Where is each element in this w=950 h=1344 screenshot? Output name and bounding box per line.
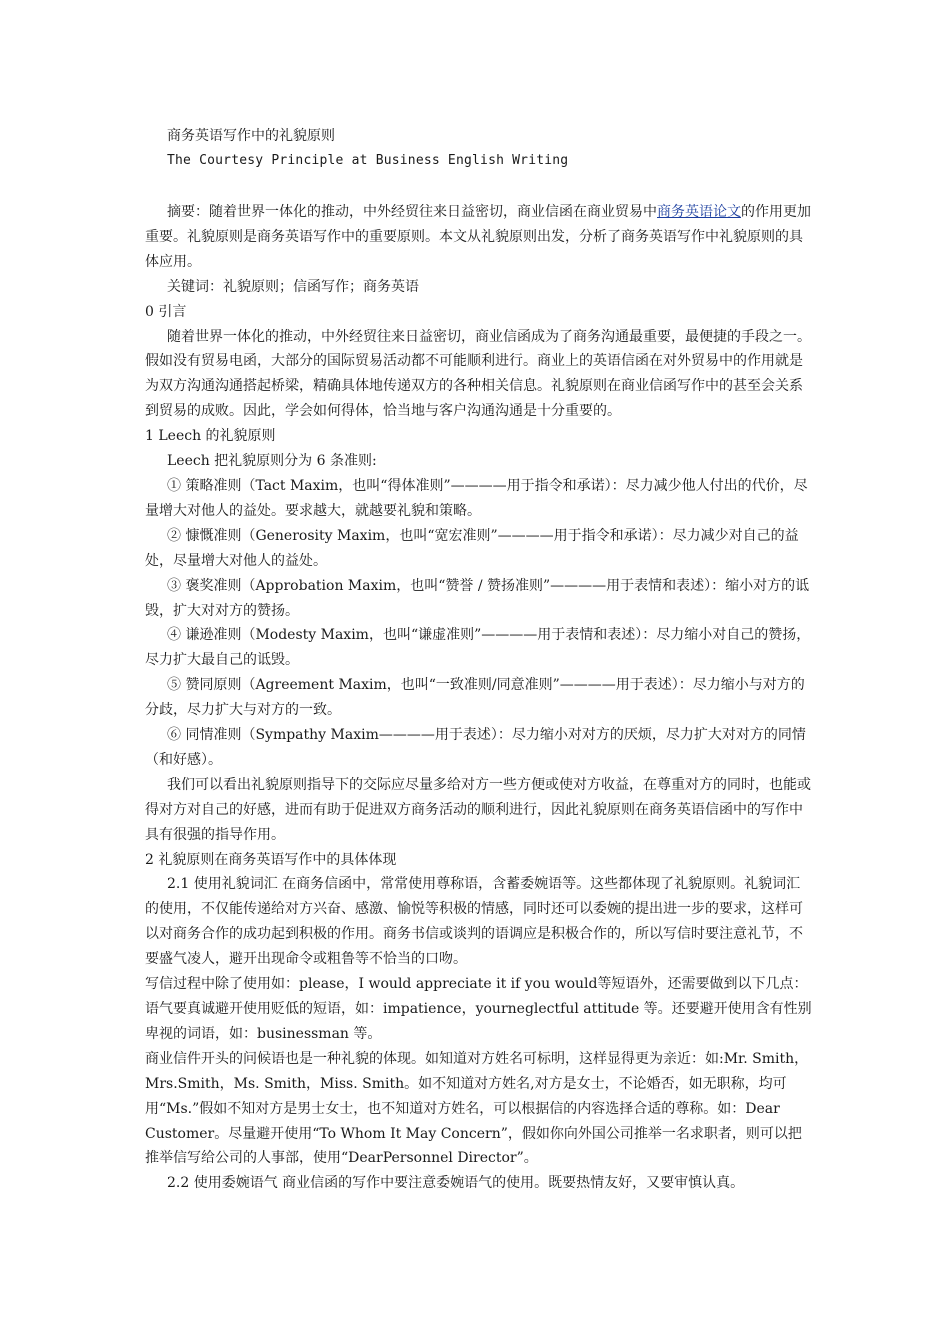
section-heading-1: 1 Leech 的礼貌原则 xyxy=(145,428,276,445)
maxim-agreement: ⑤ 赞同原则（Agreement Maxim，也叫“一致准则/同意准则”————用于表述）：尽力缩小与对方的分歧，尽力扩大与对方的一致。 xyxy=(145,677,805,719)
maxim-generosity: ② 慷慨准则（Generosity Maxim，也叫“宽宏准则”————用于指令和承诺）：尽力减少对自己的益处，尽量增大对他人的益处。 xyxy=(145,527,799,569)
section-heading-2: 2 礼貌原则在商务英语写作中的具体体现 xyxy=(145,851,397,868)
section-heading-0: 0 引言 xyxy=(145,303,187,320)
leech-intro: Leech 把礼貌原则分为 6 条准则: xyxy=(167,453,377,470)
page-title: 商务英语写作中的礼貌原则 xyxy=(167,128,335,144)
abstract-text-end: 的作用更加重要。礼貌原则是商务英语写作中的重要原则。本文从礼貌原则出发，分析了商务英语写作中礼貌原则的具体应用。 xyxy=(145,204,811,270)
maxim-sympathy: ⑥ 同情准则（Sympathy Maxim————用于表述）：尽力缩小对对方的厌烦，尽力扩大对对方的同情（和好感）。 xyxy=(145,727,806,768)
maxim-tact: ① 策略准则（Tact Maxim，也叫“得体准则”————用于指令和承诺）：尽力减少他人付出的代价，尽量增大对他人的益处。要求越大，就越要礼貌和策略。 xyxy=(145,477,808,519)
document-body xyxy=(145,200,813,1196)
keywords: 关键词：礼貌原则；信函写作；商务英语 xyxy=(167,278,419,295)
summary-paragraph: 我们可以看出礼貌原则指导下的交际应尽量多给对方一些方便或使对方收益，在尊重对方的同时，也能或得对方对自己的好感，进而有助于促进双方商务活动的顺利进行，因此礼貌原则在商务英语信函中的写作中具有很强的指导作用。 xyxy=(145,776,811,843)
section-2-2-paragraph: 2.2 使用委婉语气 商业信函的写作中要注意委婉语气的使用。既要热情友好，又要审慎认真。 xyxy=(167,1175,745,1192)
abstract-text-start: 摘要：随着世界一体化的推动，中外经贸往来日益密切，商业信函在商业贸易中 xyxy=(167,204,657,220)
maxim-modesty: ④ 谦逊准则（Modesty Maxim，也叫“谦虚准则”————用于表情和表述）：尽力缩小对自己的赞扬，尽力扩大最自己的诋毁。 xyxy=(145,627,811,669)
abstract-paragraph xyxy=(145,200,813,275)
business-english-paper-link[interactable]: 商务英语论文 xyxy=(657,204,741,220)
maxim-approbation: ③ 褒奖准则（Approbation Maxim，也叫“赞誉 / 赞扬准则”————用于表情和表述）：缩小对方的诋毁，扩大对对方的赞扬。 xyxy=(145,577,810,619)
intro-paragraph: 随着世界一体化的推动，中外经贸往来日益密切，商业信函成为了商务沟通最重要，最便捷的手段之一。假如没有贸易电函，大部分的国际贸易活动都不可能顺利进行。商业上的英语信函在对外贸易中的作用就是为双方沟通沟通搭起桥梁，精确具体地传递双方的各种相关信息。礼貌原则在商业信函写作中的甚至会关系到贸易的成败。因此，学会如何得体，恰当地与客户沟通沟通是十分重要的。 xyxy=(145,328,811,420)
polite-phrases-paragraph: 写信过程中除了使用如：please，I would appreciate it if you would等短语外，还需要做到以下几点：语气要真诚避开使用贬低的短语，如：impatience，yourneglectful attitude 等。还要避开使用含有性别卑视的词语，如：businessman 等。 xyxy=(145,976,812,1042)
section-2-1-paragraph: 2.1 使用礼貌词汇 在商务信函中，常常使用尊称语，含蓄委婉语等。这些都体现了礼貌原则。礼貌词汇的使用，不仅能传递给对方兴奋、感激、愉悦等积极的情感，同时还可以委婉的提出进一步的要求，这样可以对商务合作的成功起到积极的作用。商务书信或谈判的语调应是积极合作的，所以写信时要注意礼节，不要盛气凌人，避开出现命令或粗鲁等不恰当的口吻。 xyxy=(145,876,803,968)
greetings-paragraph: 商业信件开头的问候语也是一种礼貌的体现。如知道对方姓名可标明，这样显得更为亲近：如:Mr. Smith，Mrs.Smith，Ms. Smith，Miss. Smith。如不知道对方姓名,对方是女士，不论婚否，如无职称，均可用“Ms.”假如不知对方是男士女士，也不知道对方姓名，可以根据信的内容选择合适的尊称。如：Dear Customer。尽量避开使用“To Whom It May Concern”，假如你向外国公司推举一名求职者，则可以把推举信写给公司的人事部，使用“DearPersonnel Director”。 xyxy=(145,1050,809,1167)
page-subtitle: The Courtesy Principle at Business English Writing xyxy=(167,153,569,168)
